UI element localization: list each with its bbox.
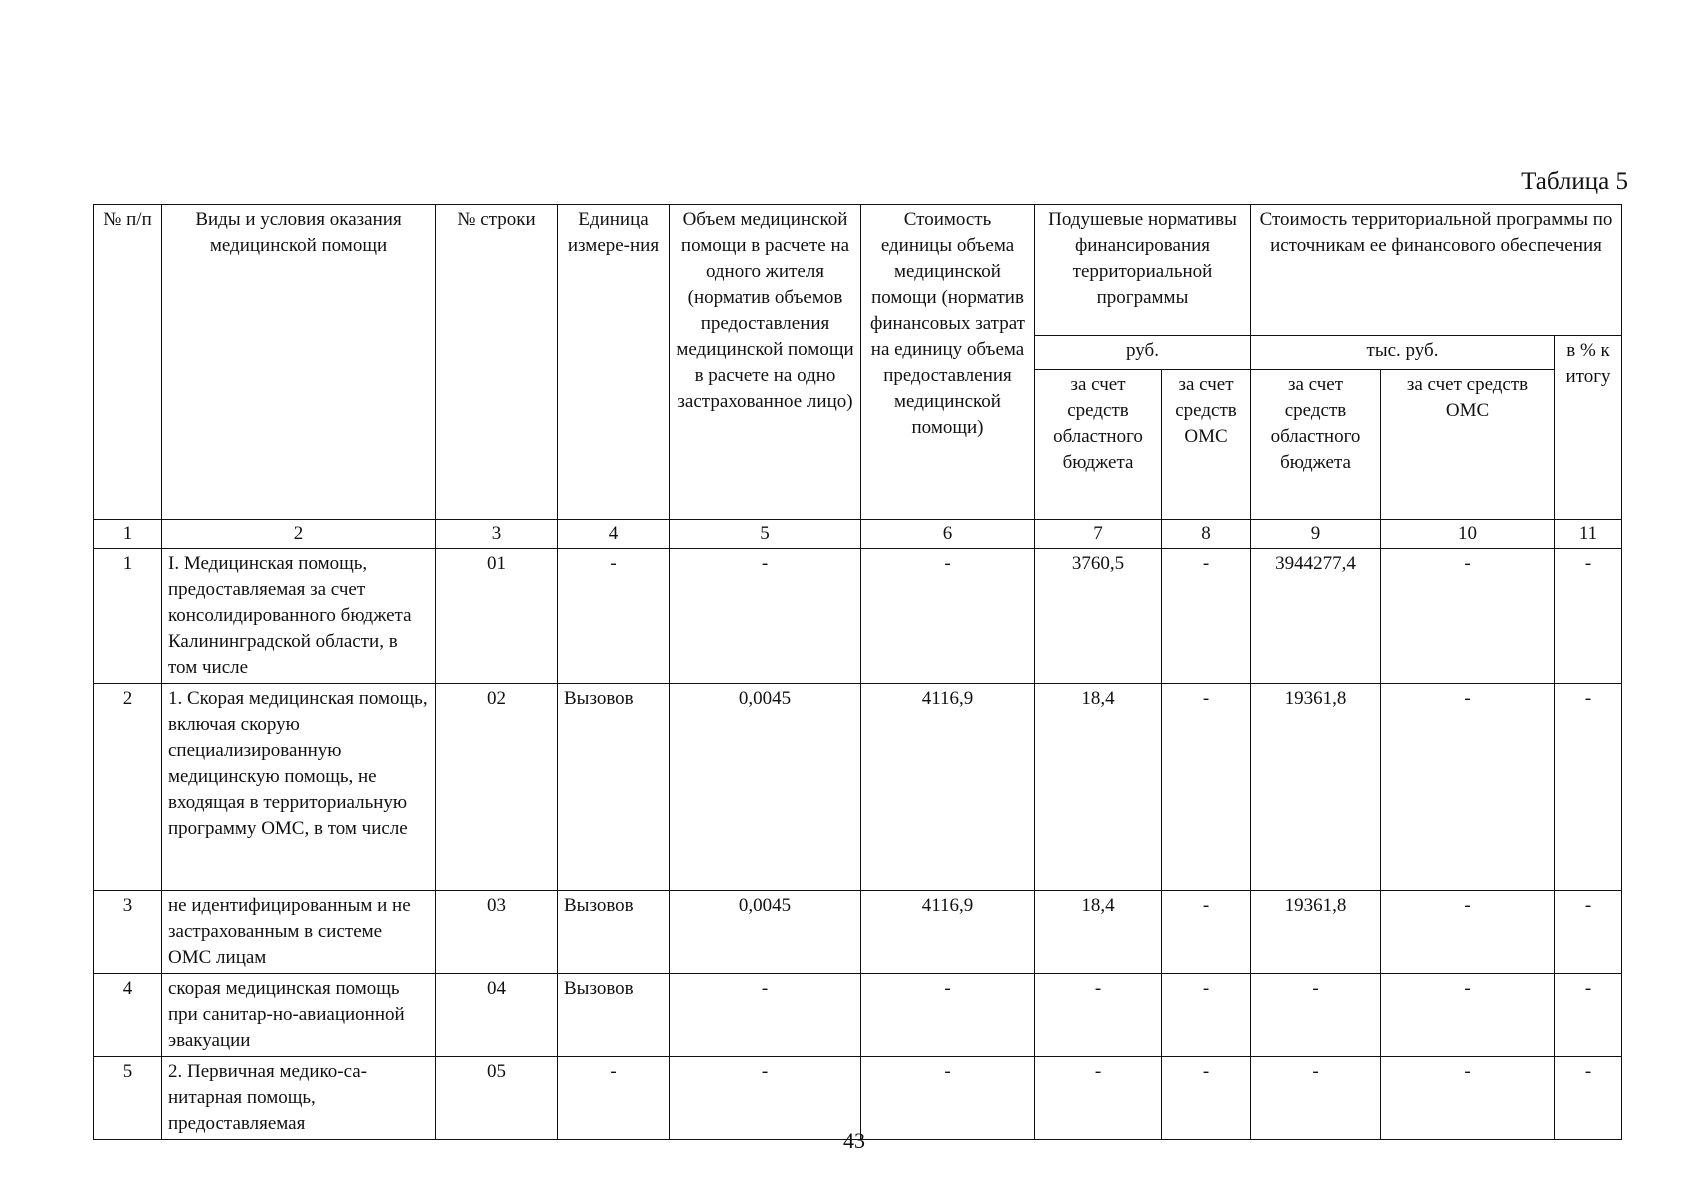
row-percapita-budget: 3760,5 <box>1035 549 1162 684</box>
table-body <box>94 549 1622 1140</box>
row-cost: - <box>861 974 1035 1057</box>
row-line: 03 <box>436 891 558 974</box>
header-sub-oms-2: за счет средств ОМС <box>1381 370 1555 520</box>
row-name: 1. Скорая медицинская помощь, включая скорую специализированную медицинскую помощь, не входящая в территориальную программу ОМС, в том числе <box>162 684 436 891</box>
column-number: 1 <box>94 520 162 549</box>
row-total-budget: - <box>1251 974 1381 1057</box>
row-volume: - <box>670 549 861 684</box>
row-total-budget: - <box>1251 1057 1381 1140</box>
column-number: 6 <box>861 520 1035 549</box>
column-number: 3 <box>436 520 558 549</box>
row-line: 02 <box>436 684 558 891</box>
header-col-type: Виды и условия оказания медицинской помощи <box>162 205 436 520</box>
row-volume: - <box>670 974 861 1057</box>
row-name: 2. Первичная медико-са-нитарная помощь, предоставляемая <box>162 1057 436 1140</box>
header-col-program-cost: Стоимость территориальной программы по источникам ее финансового обеспечения <box>1251 205 1622 336</box>
row-name: не идентифицированным и не застрахованным в системе ОМС лицам <box>162 891 436 974</box>
header-col-volume: Объем медицинской помощи в расчете на одного жителя (норматив объемов предоставления медицинской помощи в расчете на одно застрахованное лицо) <box>670 205 861 520</box>
row-total-oms: - <box>1381 891 1555 974</box>
column-number-row <box>94 520 1622 549</box>
table-row <box>94 974 1622 1057</box>
row-percapita-oms: - <box>1162 549 1251 684</box>
row-percent: - <box>1555 1057 1622 1140</box>
row-name: I. Медицинская помощь, предоставляемая за счет консолидированного бюджета Калининградской области, в том числе <box>162 549 436 684</box>
row-total-oms: - <box>1381 684 1555 891</box>
row-no: 3 <box>94 891 162 974</box>
column-number: 4 <box>558 520 670 549</box>
row-no: 4 <box>94 974 162 1057</box>
column-number: 5 <box>670 520 861 549</box>
financing-table <box>93 204 1622 1140</box>
row-line: 04 <box>436 974 558 1057</box>
row-percapita-oms: - <box>1162 684 1251 891</box>
row-percapita-budget: - <box>1035 974 1162 1057</box>
row-unit: Вызовов <box>558 684 670 891</box>
row-volume: - <box>670 1057 861 1140</box>
row-percapita-budget: 18,4 <box>1035 684 1162 891</box>
row-unit: - <box>558 1057 670 1140</box>
row-percent: - <box>1555 891 1622 974</box>
row-name: скорая медицинская помощь при санитар-но-авиационной эвакуации <box>162 974 436 1057</box>
header-unit-rub: руб. <box>1035 336 1251 370</box>
table-row <box>94 549 1622 684</box>
row-unit: Вызовов <box>558 891 670 974</box>
header-sub-oms: за счет средств ОМС <box>1162 370 1251 520</box>
row-total-budget: 19361,8 <box>1251 891 1381 974</box>
row-line: 05 <box>436 1057 558 1140</box>
row-line: 01 <box>436 549 558 684</box>
row-percent: - <box>1555 549 1622 684</box>
header-col-unit: Единица измере-ния <box>558 205 670 520</box>
column-number: 7 <box>1035 520 1162 549</box>
row-percapita-oms: - <box>1162 891 1251 974</box>
row-unit: - <box>558 549 670 684</box>
row-percent: - <box>1555 684 1622 891</box>
row-volume: 0,0045 <box>670 891 861 974</box>
row-percapita-oms: - <box>1162 1057 1251 1140</box>
header-unit-thousand-rub: тыс. руб. <box>1251 336 1555 370</box>
row-no: 5 <box>94 1057 162 1140</box>
row-total-budget: 19361,8 <box>1251 684 1381 891</box>
row-no: 2 <box>94 684 162 891</box>
header-col-percapita: Подушевые нормативы финансирования территориальной программы <box>1035 205 1251 336</box>
row-total-oms: - <box>1381 549 1555 684</box>
header-col-line: № строки <box>436 205 558 520</box>
row-percapita-budget: 18,4 <box>1035 891 1162 974</box>
header-percent-of-total: в % к итогу <box>1555 336 1622 520</box>
header-sub-regional-budget: за счет средств областного бюджета <box>1035 370 1162 520</box>
column-number: 8 <box>1162 520 1251 549</box>
column-number: 2 <box>162 520 436 549</box>
table-row <box>94 684 1622 891</box>
row-total-oms: - <box>1381 1057 1555 1140</box>
row-cost: - <box>861 1057 1035 1140</box>
header-col-cost: Стоимость единицы объема медицинской помощи (норматив финансовых затрат на единицу объема предоставления медицинской помощи) <box>861 205 1035 520</box>
header-sub-regional-budget-2: за счет средств областного бюджета <box>1251 370 1381 520</box>
table-header <box>94 205 1622 549</box>
row-cost: 4116,9 <box>861 684 1035 891</box>
column-number: 10 <box>1381 520 1555 549</box>
row-cost: 4116,9 <box>861 891 1035 974</box>
column-number: 9 <box>1251 520 1381 549</box>
row-total-oms: - <box>1381 974 1555 1057</box>
row-percapita-budget: - <box>1035 1057 1162 1140</box>
column-number: 11 <box>1555 520 1622 549</box>
table-row <box>94 891 1622 974</box>
row-unit: Вызовов <box>558 974 670 1057</box>
row-total-budget: 3944277,4 <box>1251 549 1381 684</box>
row-percent: - <box>1555 974 1622 1057</box>
row-no: 1 <box>94 549 162 684</box>
row-cost: - <box>861 549 1035 684</box>
row-volume: 0,0045 <box>670 684 861 891</box>
row-percapita-oms: - <box>1162 974 1251 1057</box>
header-col-no: № п/п <box>94 205 162 520</box>
table-label: Таблица 5 <box>1521 168 1628 195</box>
page-number: 43 <box>843 1128 865 1153</box>
